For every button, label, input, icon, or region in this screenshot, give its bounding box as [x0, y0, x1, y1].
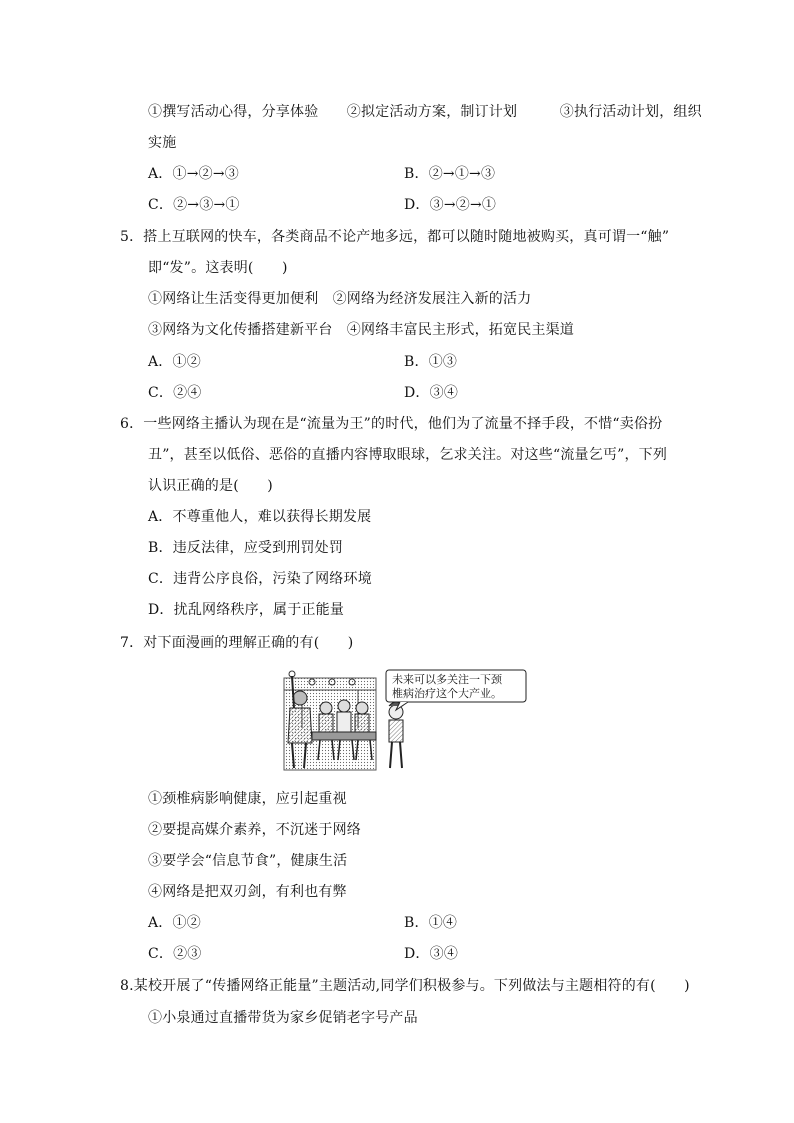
q6-stem-line3: 认识正确的是( ): [148, 478, 273, 494]
q5-stem-line1: 5．搭上互联网的快车，各类商品不论产地多远，都可以随时随地被购买，真可谓一“触”: [120, 229, 670, 245]
q5-item-2: ③网络为文化传播搭建新平台 ④网络丰富民主形式，拓宽民主渠道: [148, 322, 574, 338]
q4-option-a: A．①→②→③: [148, 166, 239, 182]
q8-stem: 8.某校开展了“传播网络正能量”主题活动,同学们积极参与。下列做法与主题相符的有( ): [120, 978, 690, 994]
cartoon-speech-line1: 未来可以多关注一下颈: [392, 673, 502, 686]
q5-item-1: ①网络让生活变得更加便利 ②网络为经济发展注入新的活力: [148, 291, 532, 307]
q5-option-d: D．③④: [404, 385, 459, 401]
q5-option-b: B．①③: [404, 354, 458, 370]
q4-option-c: C．②→③→①: [148, 197, 240, 213]
cartoon-speech-line2: 椎病治疗这个大产业。: [392, 687, 502, 700]
q7-item-4: ④网络是把双刃剑，有利也有弊: [148, 884, 347, 900]
q7-option-d: D．③④: [404, 946, 459, 962]
q4-items-line1: ①撰写活动心得，分享体验 ②拟定活动方案，制订计划 ③执行活动计划，组织: [148, 104, 702, 120]
q7-item-3: ③要学会“信息节食”，健康生活: [148, 853, 348, 869]
q4-items-line2: 实施: [148, 135, 177, 151]
q4-option-d: D．③→②→①: [404, 197, 497, 213]
cartoon-image: [282, 668, 528, 774]
q8-item-1: ①小泉通过直播带货为家乡促销老字号产品: [148, 1010, 418, 1026]
q7-item-2: ②要提高媒介素养，不沉迷于网络: [148, 822, 361, 838]
q6-option-d: D．扰乱网络秩序，属于正能量: [148, 602, 345, 618]
q5-option-a: A．①②: [148, 354, 201, 370]
q6-stem-line1: 6．一些网络主播认为现在是“流量为王”的时代，他们为了流量不择手段，不惜“卖俗扮: [120, 416, 663, 432]
q4-option-b: B．②→①→③: [404, 166, 496, 182]
q7-option-b: B．①④: [404, 915, 458, 931]
q6-stem-line2: 丑”，甚至以低俗、恶俗的直播内容博取眼球，乞求关注。对这些“流量乞丐”，下列: [148, 447, 668, 463]
q5-stem-line2: 即“发”。这表明( ): [148, 260, 288, 276]
q5-option-c: C．②④: [148, 385, 202, 401]
q6-option-b: B．违反法律，应受到刑罚处罚: [148, 540, 344, 556]
q7-item-1: ①颈椎病影响健康，应引起重视: [148, 791, 347, 807]
q7-stem: 7．对下面漫画的理解正确的有( ): [120, 635, 354, 651]
q7-option-c: C．②③: [148, 946, 202, 962]
q6-option-c: C．违背公序良俗，污染了网络环境: [148, 571, 372, 587]
q6-option-a: A．不尊重他人，难以获得长期发展: [148, 509, 372, 525]
q7-option-a: A．①②: [148, 915, 201, 931]
